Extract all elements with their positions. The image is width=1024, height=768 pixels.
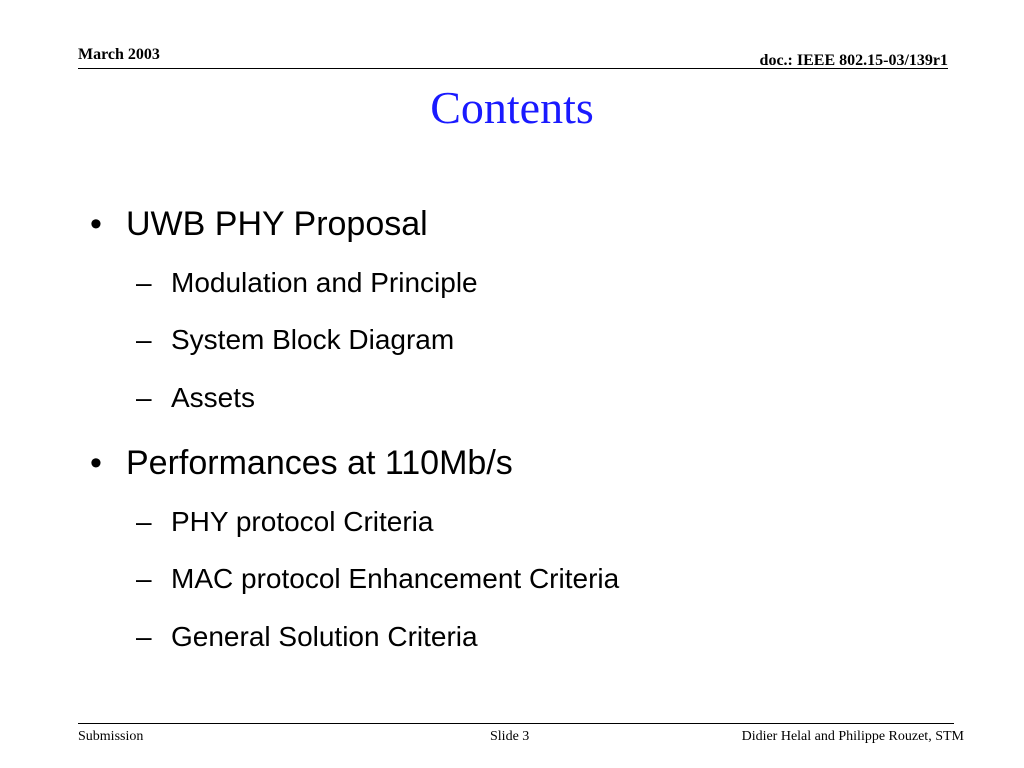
sub-bullet-item — [136, 381, 255, 415]
sub-bullet-item — [136, 323, 454, 357]
bullet-icon: • — [90, 205, 102, 243]
sub-bullet-label: Assets — [171, 382, 256, 413]
bullet-item — [90, 443, 513, 483]
sub-bullet-item — [136, 505, 433, 539]
sub-bullet-label: MAC protocol Enhancement Criteria — [171, 563, 620, 594]
slide-title: Contents — [430, 82, 594, 133]
footer-slide-number: Slide 3 — [490, 729, 530, 744]
dash-icon: – — [136, 621, 152, 652]
bullet-label: Performances at 110Mb/s — [126, 444, 513, 482]
sub-bullet-item — [136, 620, 478, 654]
sub-bullet-item — [136, 562, 619, 596]
sub-bullet-label: Modulation and Principle — [171, 267, 478, 298]
bullet-label: UWB PHY Proposal — [126, 205, 428, 243]
dash-icon: – — [136, 382, 152, 413]
bullet-icon: • — [90, 444, 102, 482]
sub-bullet-label: System Block Diagram — [171, 324, 455, 355]
dash-icon: – — [136, 267, 152, 298]
sub-bullet-label: General Solution Criteria — [171, 621, 478, 652]
dash-icon: – — [136, 563, 152, 594]
header-doc-id: doc.: IEEE 802.15-03/139r1 — [759, 52, 948, 69]
footer-authors: Didier Helal and Philippe Rouzet, STM — [741, 729, 964, 744]
sub-bullet-label: PHY protocol Criteria — [171, 506, 434, 537]
header-date: March 2003 — [78, 46, 160, 63]
footer-submission: Submission — [78, 729, 144, 744]
footer-divider — [78, 723, 954, 724]
dash-icon: – — [136, 324, 152, 355]
sub-bullet-item — [136, 266, 478, 300]
dash-icon: – — [136, 506, 152, 537]
bullet-item — [90, 204, 428, 244]
